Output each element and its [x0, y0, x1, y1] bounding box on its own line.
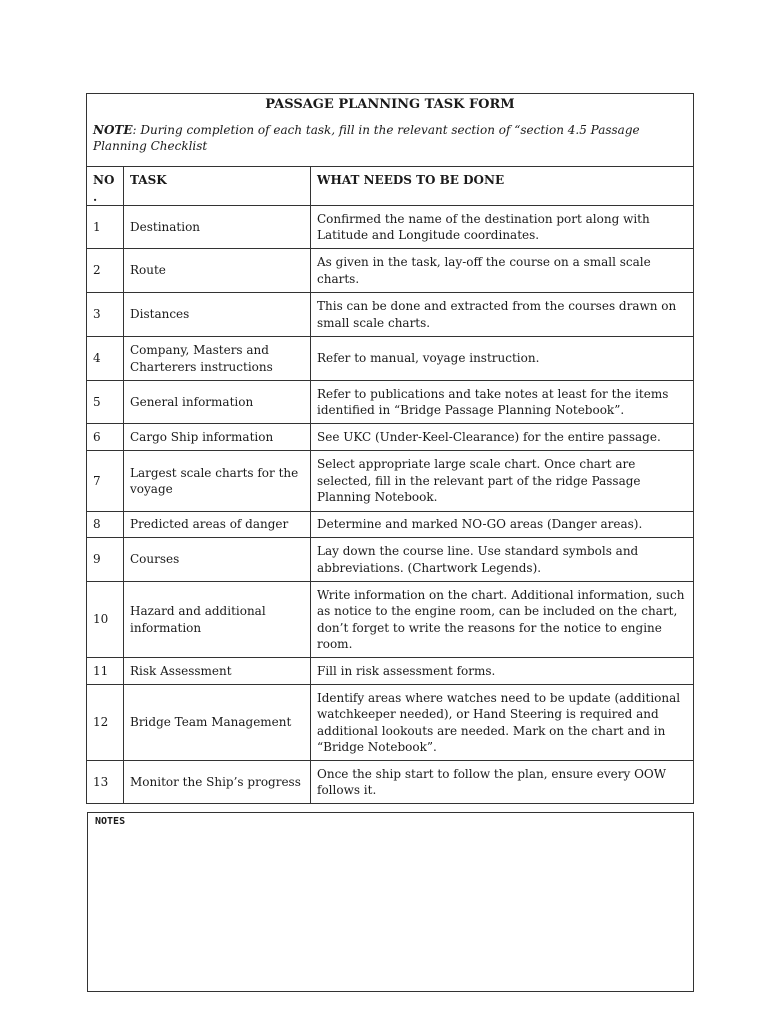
- task-name: Monitor the Ship’s progress: [124, 761, 311, 804]
- task-description: Confirmed the name of the destination port along with Latitude and Longitude coordinates.: [311, 206, 694, 249]
- task-number: 11: [87, 658, 124, 685]
- table-row: [87, 249, 694, 293]
- task-description: Refer to manual, voyage instruction.: [311, 337, 694, 381]
- table-row: [87, 658, 694, 685]
- form-title: PASSAGE PLANNING TASK FORM: [87, 94, 694, 117]
- task-number: 12: [87, 685, 124, 761]
- table-row: [87, 582, 694, 658]
- task-description: See UKC (Under-Keel-Clearance) for the entire passage.: [311, 424, 694, 451]
- task-description: Fill in risk assessment forms.: [311, 658, 694, 685]
- table-row: [87, 761, 694, 804]
- passage-planning-task-form: [86, 93, 694, 804]
- task-description: Refer to publications and take notes at least for the items identified in “Bridge Passage Planning Notebook”.: [311, 381, 694, 424]
- task-name: Route: [124, 249, 311, 293]
- task-name: Risk Assessment: [124, 658, 311, 685]
- task-description: This can be done and extracted from the courses drawn on small scale charts.: [311, 293, 694, 337]
- table-header-row: [87, 167, 694, 206]
- column-header-what: WHAT NEEDS TO BE DONE: [311, 167, 694, 206]
- task-name: Distances: [124, 293, 311, 337]
- task-number: 2: [87, 249, 124, 293]
- table-row: [87, 451, 694, 512]
- note-label: NOTE: [93, 123, 133, 137]
- table-row: [87, 293, 694, 337]
- task-name: Largest scale charts for the voyage: [124, 451, 311, 512]
- task-description: Lay down the course line. Use standard symbols and abbreviations. (Chartwork Legends).: [311, 538, 694, 582]
- task-name: Company, Masters and Charterers instructions: [124, 337, 311, 381]
- table-row: [87, 538, 694, 582]
- form-title-row: [87, 94, 694, 117]
- task-number: 6: [87, 424, 124, 451]
- task-number: 8: [87, 512, 124, 538]
- column-header-task: TASK: [124, 167, 311, 206]
- task-name: Predicted areas of danger: [124, 512, 311, 538]
- table-row: [87, 685, 694, 761]
- task-description: Write information on the chart. Additional information, such as notice to the engine room, can be included on the chart, don’t forget to write the reasons for the notice to engine room.: [311, 582, 694, 658]
- table-row: [87, 512, 694, 538]
- task-number: 1: [87, 206, 124, 249]
- notes-label: NOTES: [95, 816, 126, 827]
- notes-box[interactable]: [87, 812, 694, 992]
- task-number: 3: [87, 293, 124, 337]
- task-description: Determine and marked NO-GO areas (Danger areas).: [311, 512, 694, 538]
- form-note-row: [87, 116, 694, 167]
- table-row: [87, 206, 694, 249]
- column-header-no: NO.: [87, 167, 124, 206]
- task-number: 4: [87, 337, 124, 381]
- table-row: [87, 337, 694, 381]
- form-note: [87, 116, 694, 167]
- note-text: : During completion of each task, fill in the relevant section of “section 4.5 Passage Planning Checklist: [93, 123, 640, 153]
- task-rows: [87, 206, 694, 804]
- task-description: Once the ship start to follow the plan, ensure every OOW follows it.: [311, 761, 694, 804]
- table-row: [87, 424, 694, 451]
- task-description: Identify areas where watches need to be update (additional watchkeeper needed), or Hand Steering is required and additional lookouts are needed. Mark on the chart and in “Bridge Notebook”.: [311, 685, 694, 761]
- task-number: 10: [87, 582, 124, 658]
- task-description: As given in the task, lay-off the course on a small scale charts.: [311, 249, 694, 293]
- task-name: Bridge Team Management: [124, 685, 311, 761]
- task-number: 5: [87, 381, 124, 424]
- task-name: General information: [124, 381, 311, 424]
- task-number: 13: [87, 761, 124, 804]
- task-number: 9: [87, 538, 124, 582]
- task-number: 7: [87, 451, 124, 512]
- task-name: Destination: [124, 206, 311, 249]
- task-name: Hazard and additional information: [124, 582, 311, 658]
- task-name: Courses: [124, 538, 311, 582]
- table-row: [87, 381, 694, 424]
- task-name: Cargo Ship information: [124, 424, 311, 451]
- task-description: Select appropriate large scale chart. Once chart are selected, fill in the relevant part of the ridge Passage Planning Notebook.: [311, 451, 694, 512]
